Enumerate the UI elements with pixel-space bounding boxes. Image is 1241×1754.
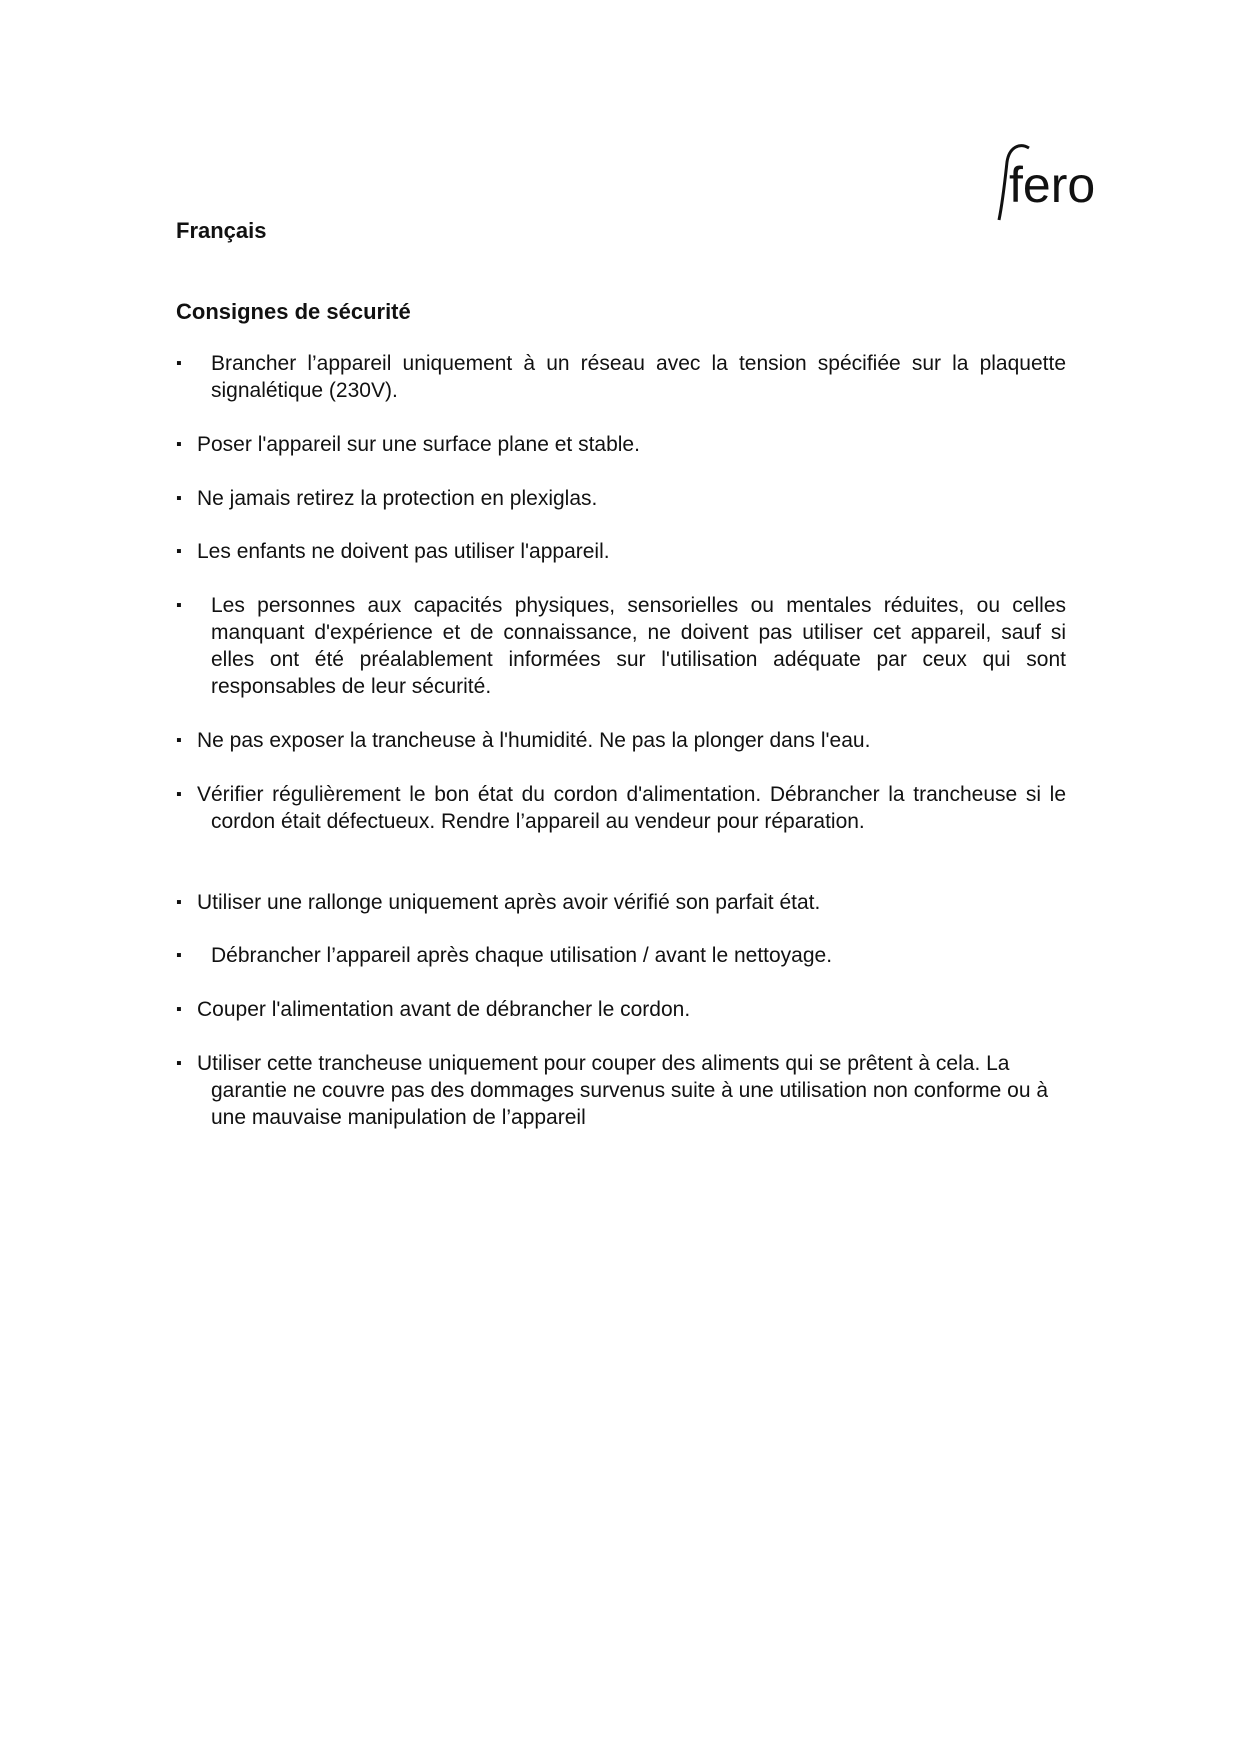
bullet-icon: ▪ [176,597,182,614]
list-item [176,485,1066,512]
list-item [176,592,1066,700]
list-item [176,1050,1066,1131]
bullet-icon: ▪ [176,490,182,507]
list-item [176,781,1066,835]
bullet-icon: ▪ [176,436,182,453]
list-item [176,942,1066,969]
bullet-icon: ▪ [176,543,182,560]
list-item-text: Brancher l’appareil uniquement à un réseau avec la tension spécifiée sur la plaquette signalétique (230V). [211,352,1066,402]
bullet-icon: ▪ [176,1055,182,1072]
bullet-icon: ▪ [176,732,182,749]
list-item [176,431,1066,458]
fero-logo-mark [985,140,1105,230]
list-item [176,996,1066,1023]
list-item-text: Poser l'appareil sur une surface plane et stable. [197,433,640,456]
bullet-icon: ▪ [176,894,182,911]
list-item-text: Les personnes aux capacités physiques, sensorielles ou mentales réduites, ou celles manquant d'expérience et de connaissance, ne doivent pas utiliser cet appareil, sauf si elles ont été préalablement informées sur l'utilisation adéquate par ceux qui sont responsables de leur sécurité. [211,594,1066,698]
list-item-text: Utiliser une rallonge uniquement après avoir vérifié son parfait état. [197,891,821,914]
list-item-text: Utiliser cette trancheuse uniquement pour couper des aliments qui se prêtent à cela. La garantie ne couvre pas des dommages survenus suite à une utilisation non conforme ou à une mauvaise manipulation de l’appareil [197,1052,1049,1129]
list-item-text: Ne jamais retirez la protection en plexiglas. [197,487,598,510]
fero-logo [985,140,1105,230]
bullet-icon: ▪ [176,947,182,964]
language-heading: Français [176,218,267,243]
bullet-icon: ▪ [176,355,182,372]
bullet-icon: ▪ [176,786,182,803]
list-item [176,350,1066,404]
logo-text: fero [1009,157,1096,213]
list-item-text: Couper l'alimentation avant de débrancher le cordon. [197,998,691,1021]
list-item-text: Débrancher l’appareil après chaque utilisation / avant le nettoyage. [211,944,833,967]
list-item-text: Les enfants ne doivent pas utiliser l'appareil. [197,540,610,563]
bullet-icon: ▪ [176,1001,182,1018]
list-item [176,727,1066,754]
list-item-text: Ne pas exposer la trancheuse à l'humidité. Ne pas la plonger dans l'eau. [197,729,871,752]
section-title: Consignes de sécurité [176,299,411,324]
list-item [176,538,1066,565]
list-item-text: Vérifier régulièrement le bon état du cordon d'alimentation. Débrancher la trancheuse si le cordon était défectueux. Rendre l’appareil au vendeur pour réparation. [197,783,1066,833]
list-item [176,889,1066,916]
